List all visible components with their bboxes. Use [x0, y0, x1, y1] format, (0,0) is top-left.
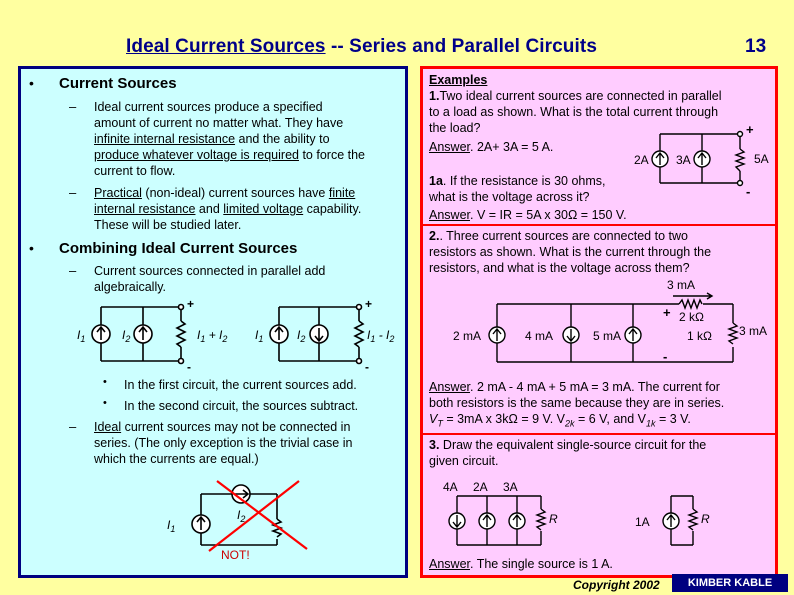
- not-label: NOT!: [221, 548, 250, 562]
- plus-sign: +: [187, 297, 195, 311]
- paragraph-series-note: Ideal current sources may not be connected in series. (The only exception is the trivial case in which the currents are equal.): [94, 420, 353, 466]
- label-difference: $I_1 - I_2$: [367, 328, 395, 344]
- paragraph-ideal-sources: Ideal current sources produce a specified amount of current no matter what. They have infinite internal resistance and the ability to produce whatever voltage is required to force the current to flow.: [94, 100, 365, 178]
- label-i1: $I_1$: [77, 328, 86, 344]
- divider: [423, 433, 775, 435]
- example-3-text: 3. Draw the equivalent single-source circuit for the given circuit.: [429, 438, 707, 468]
- example-1-circuit: [628, 122, 778, 199]
- source-label: 3A: [503, 480, 518, 494]
- bullet: •: [29, 240, 34, 256]
- resistor-label: R: [701, 512, 710, 526]
- source-label: 4 mA: [525, 329, 554, 343]
- source-label: 2 mA: [453, 329, 482, 343]
- section-heading-combining: Combining Ideal Current Sources: [59, 240, 298, 257]
- source-label: 3A: [676, 153, 691, 167]
- example-3-answer: Answer. The single source is 1 A.: [429, 557, 613, 571]
- dash: –: [69, 263, 77, 278]
- source-label: 2A: [634, 153, 649, 167]
- resistor-label: 1 kΩ: [687, 329, 712, 343]
- example-1-text: 1.Two ideal current sources are connected in parallel to a load as shown. What is the total current through the load?: [429, 89, 722, 135]
- label-i1: $I_1$: [167, 518, 176, 534]
- minus-sign: -: [663, 349, 668, 364]
- parallel-circuits-diagram: [21, 295, 405, 375]
- example-2-answer: Answer. 2 mA - 4 mA + 5 mA = 3 mA. The current for both resistors is the same because they are in series. $V_T = 3mA$ x 3kΩ = 9 V. $V_{2k} = 6$ V, and $V_{1k} = 3$ V.: [429, 380, 725, 429]
- slide-title: Ideal Current Sources -- Series and Parallel Circuits: [126, 36, 597, 57]
- bullet: •: [29, 75, 34, 91]
- minus-sign: -: [187, 360, 191, 374]
- label-i1: $I_1$: [255, 328, 264, 344]
- plus-sign: +: [365, 297, 373, 311]
- resistor-label: 2 kΩ: [679, 310, 704, 324]
- page-number: 13: [745, 36, 767, 57]
- example-1a-text: 1a. If the resistance is 30 ohms, what is the voltage across it?: [429, 174, 606, 204]
- left-panel: [18, 66, 408, 578]
- plus-sign: +: [663, 305, 671, 320]
- example-3-circuit: [423, 481, 775, 561]
- series-not-diagram: [167, 479, 339, 563]
- sub-bullet: •: [103, 376, 107, 388]
- label-sum: $I_1 + I_2$: [197, 328, 228, 344]
- minus-sign: -: [365, 360, 369, 374]
- right-panel: [420, 66, 778, 578]
- label-i2: $I_2$: [122, 328, 131, 344]
- sub-bullet: •: [103, 397, 107, 409]
- label-i2: $I_2$: [237, 508, 246, 524]
- current-label: 3 mA: [667, 278, 696, 292]
- dash: –: [69, 185, 77, 200]
- example-1-answer: Answer. 2A+ 3A = 5 A.: [429, 140, 554, 154]
- examples-heading: Examples: [429, 73, 488, 87]
- sub-bullet-subtract: In the second circuit, the sources subtract.: [124, 399, 359, 413]
- sub-bullet-add: In the first circuit, the current sources add.: [124, 378, 357, 392]
- source-label: 5 mA: [593, 329, 622, 343]
- resistor-label: R: [549, 512, 558, 526]
- kimber-kable-logo: KIMBER KABLE: [672, 574, 788, 592]
- paragraph-practical-sources: Practical (non-ideal) current sources have finite internal resistance and limited voltage capability. These will be studied later.: [94, 186, 362, 232]
- example-2-text: 2.. Three current sources are connected to two resistors as shown. What is the current through the resistors, and what is the voltage across them?: [429, 229, 712, 275]
- paragraph-parallel-add: Current sources connected in parallel add algebraically.: [94, 264, 326, 294]
- current-label: 3 mA: [739, 324, 768, 338]
- example-1a-answer: Answer. V = IR = 5A x 30Ω = 150 V.: [429, 208, 627, 222]
- load-label: 5A: [754, 152, 769, 166]
- copyright: Copyright 2002: [573, 578, 660, 592]
- dash: –: [69, 419, 77, 434]
- divider: [423, 224, 775, 226]
- dash: –: [69, 99, 77, 114]
- example-2-circuit: [423, 277, 775, 369]
- label-i2: $I_2$: [297, 328, 306, 344]
- source-label: 4A: [443, 480, 458, 494]
- source-label: 2A: [473, 480, 488, 494]
- plus-sign: +: [746, 122, 754, 137]
- section-heading-current-sources: Current Sources: [59, 75, 177, 92]
- minus-sign: -: [746, 184, 751, 199]
- source-label: 1A: [635, 515, 650, 529]
